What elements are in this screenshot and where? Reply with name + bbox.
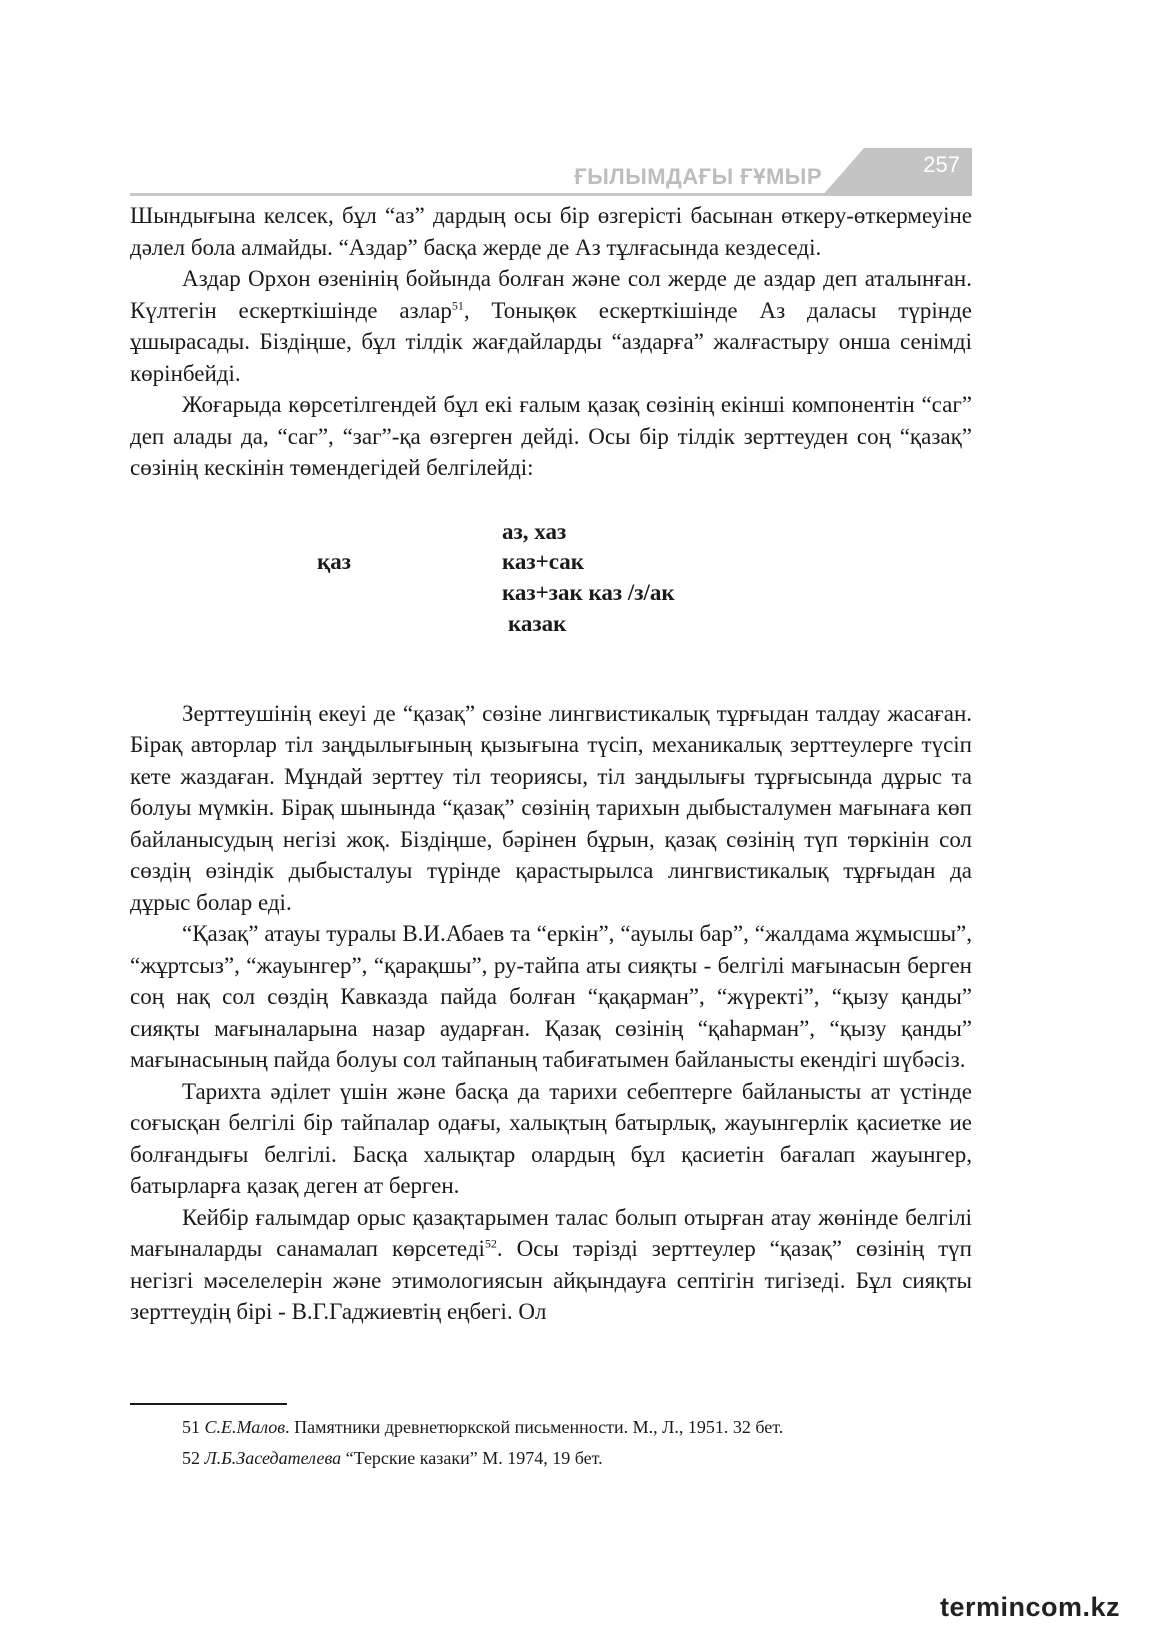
paragraph-2-text-b: , Тонықөк ескерткішінде Аз даласы түрінде ұшырасады. Біздіңше, бұл тілдік жағдайларды “аздарға” жалғастыру онша сенімді көрінбейді. bbox=[130, 297, 972, 386]
paragraph-3: Жоғарыда көрсетілгендей бұл екі ғалым қазақ сөзінің екінші компонентін “саг” деп алады да, “саг”, “заг”-қа өзгерген дейді. Осы бір тілдік зерттеуден соң “қазақ” сөзінің кескінін төмендегідей белгілейді: bbox=[130, 392, 972, 480]
scheme-form: каз+зак каз /з/ак bbox=[502, 579, 675, 605]
footnote-text: . Памятники древнетюркской письменности. М., Л., 1951. 32 бет. bbox=[285, 1417, 784, 1437]
scheme-root: қаз bbox=[317, 548, 351, 574]
footnote-52 bbox=[182, 1443, 972, 1474]
paragraph-5: “Қазақ” атауы туралы В.И.Абаев та “еркін”, “ауылы бар”, “жалдама жұмысшы”, “жұртсыз”, “жауынгер”, “қарақшы”, ру-тайпа аты сияқты - белгілі мағынасын берген соң нақ сол сөздің Кавказда пайда болған “қақарман”, “жүректі”, “қызу қанды” сияқты мағыналарына назар аударған. Қазақ сөзінің “қаһарман”, “қызу қанды” мағынасының пайда болуы сол тайпаның табиғатымен байланысты екендігі шүбәсіз. bbox=[130, 921, 972, 1072]
running-header bbox=[130, 148, 972, 196]
etymology-scheme bbox=[130, 498, 972, 688]
footnote-author: С.Е.Малов bbox=[204, 1417, 286, 1437]
paragraph-6: Тарихта әділет үшін және басқа да тарихи себептерге байланысты ат үстінде соғысқан белгілі бір тайпалар одағы, халықтың батырлық, жауынгерлік қасиетке ие болғандығы белгілі. Басқа халықтар олардың бұл қасиетін бағалап жауынгер, батырларға қазақ деген ат берген. bbox=[130, 1078, 972, 1198]
footnotes bbox=[182, 1412, 972, 1474]
scheme-form: каз+сак bbox=[502, 548, 584, 574]
footnote-ref-51[interactable]: 51 bbox=[451, 297, 464, 312]
page-number-tab bbox=[822, 148, 972, 196]
paragraph-1: Шындығына келсек, бұл “аз” дардың осы бір өзгерісті басынан өткеру-өткермеуіне дәлел бола алмайды. “Аздар” басқа жерде де Аз тұлғасында кездеседі. bbox=[130, 203, 972, 260]
footnote-number: 51 bbox=[182, 1417, 200, 1437]
paragraph-7 bbox=[130, 1202, 972, 1328]
page-number: 257 bbox=[923, 152, 960, 177]
paragraph-7-text-a: Кейбір ғалымдар орыс қазақтарымен талас болып отырған атау жөнінде белгілі мағыналарды санамалап көрсетеді bbox=[130, 1204, 972, 1261]
paragraph-4: Зерттеушінің екеуі де “қазақ” сөзіне лингвистикалық тұрғыдан талдау жасаған. Бірақ авторлар тіл заңдылығының қызығына түсіп, механикалық зерттеулерге түсіп кете жаздаған. Мұндай зерттеу тіл теориясы, тіл заңдылығы тұрғысында дұрыс та болуы мүмкін. Бірақ шынында “қазақ” сөзінің тарихын дыбысталумен мағынаға көп байланысудың негізі жоқ. Біздіңше, бәрінен бұрын, қазақ сөзінің түп төркінін сол сөздің өзіндік дыбысталуы түрінде қарастырылса лингвистикалық тұрғыдан да дұрыс болар еді. bbox=[130, 700, 972, 915]
footnote-ref-52[interactable]: 52 bbox=[484, 1236, 497, 1251]
paragraph-2-text-a: Аздар Орхон өзенінің бойында болған және сол жерде де аздар деп аталынған. Күлтегін ескерткішінде азлар bbox=[130, 266, 972, 323]
footnote-51 bbox=[182, 1412, 972, 1443]
watermark-logo: termincom.kz bbox=[940, 1592, 1121, 1622]
footnote-separator bbox=[130, 1403, 287, 1405]
paragraph-7-text-b: . Осы тәрізді зерттеулер “қазақ” сөзінің түп негізгі мәселелерін және этимологиясын айқындауға септігін тигізеді. Бұл сияқты зерттеудің бірі - В.Г.Гаджиевтің еңбегі. Ол bbox=[130, 1236, 972, 1324]
page-body bbox=[130, 200, 972, 1328]
scheme-form: аз, хаз bbox=[502, 518, 567, 544]
footnote-author: Л.Б.Заседателева bbox=[204, 1448, 342, 1468]
running-title: ҒЫЛЫМДАҒЫ ҒҰМЫР bbox=[574, 164, 822, 189]
footnote-text: “Терские казаки” М. 1974, 19 бет. bbox=[341, 1448, 603, 1468]
paragraph-2 bbox=[130, 263, 972, 389]
scheme-form: казак bbox=[508, 610, 567, 636]
footnote-number: 52 bbox=[182, 1448, 200, 1468]
